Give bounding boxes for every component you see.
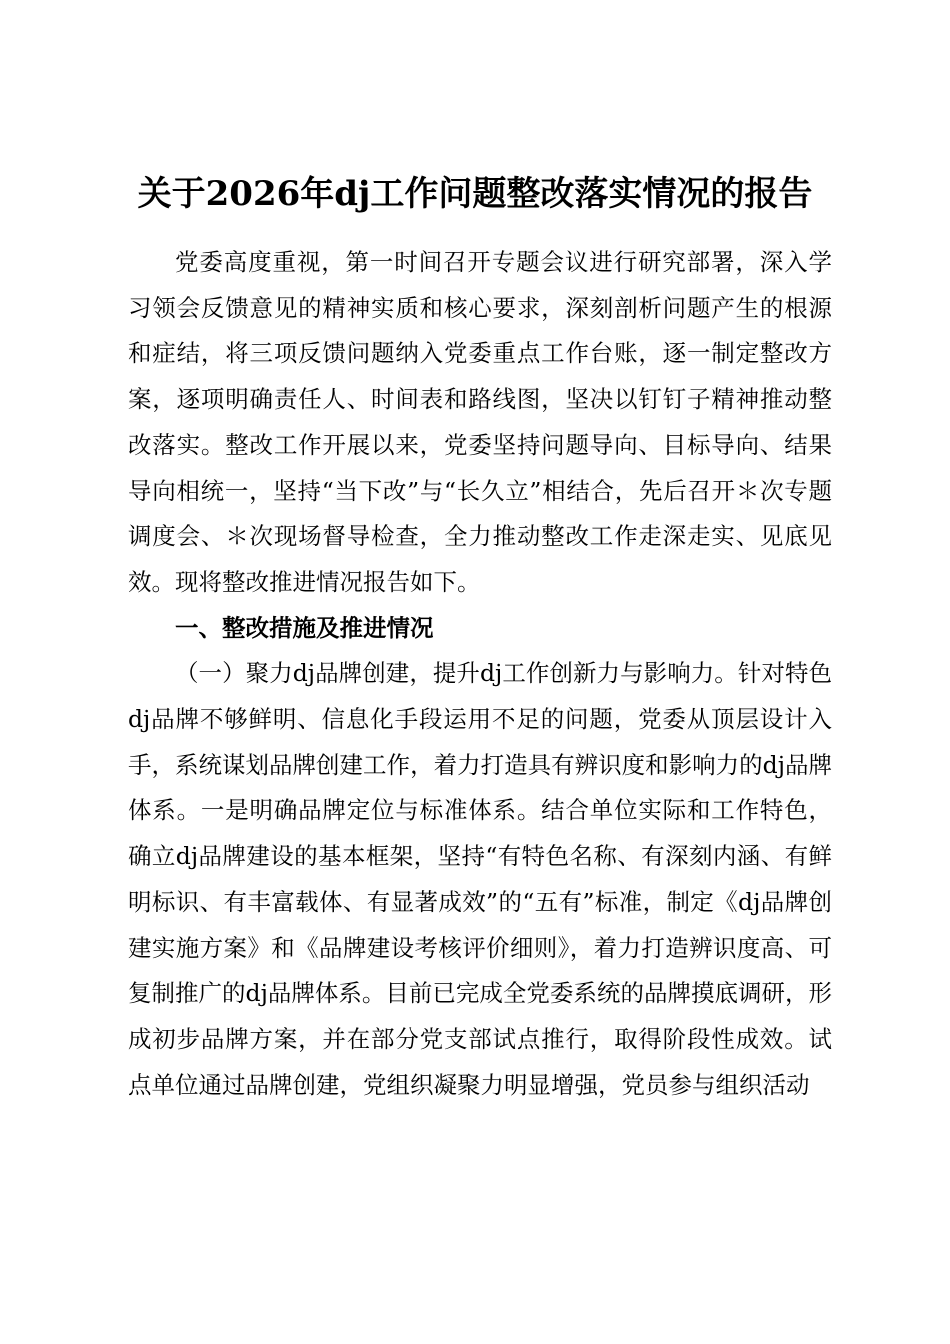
subsection-lead: （一）聚力dj品牌创建，提升dj工作创新力与影响力。	[175, 659, 738, 688]
subsection-paragraph	[128, 651, 832, 1108]
section-heading: 一、整改措施及推进情况	[175, 613, 434, 642]
document-title: 关于2026年dj工作问题整改落实情况的报告	[137, 174, 813, 214]
subsection-body: 针对特色dj品牌不够鲜明、信息化手段运用不足的问题，党委从顶层设计入手，系统谋划品牌创建工作，着力打造具有辨识度和影响力的dj品牌体系。一是明确品牌定位与标准体系。结合单位实际和工作特色，确立dj品牌建设的基本框架，坚持“有特色名称、有深刻内涵、有鲜明标识、有丰富载体、有显著成效”的“五有”标准，制定《dj品牌创建实施方案》和《品牌建设考核评价细则》，着力打造辨识度高、可复制推广的dj品牌体系。目前已完成全党委系统的品牌摸底调研，形成初步品牌方案，并在部分党支部试点推行，取得阶段性成效。试点单位通过品牌创建，党组织凝聚力明显增强，党员参与组织活动	[128, 659, 832, 1099]
document-body	[128, 240, 832, 1108]
intro-paragraph: 党委高度重视，第一时间召开专题会议进行研究部署，深入学习领会反馈意见的精神实质和核心要求，深刻剖析问题产生的根源和症结，将三项反馈问题纳入党委重点工作台账，逐一制定整改方案，逐项明确责任人、时间表和路线图，坚决以钉钉子精神推动整改落实。整改工作开展以来，党委坚持问题导向、目标导向、结果导向相统一，坚持“当下改”与“长久立”相结合，先后召开＊次专题调度会、＊次现场督导检查，全力推动整改工作走深走实、见底见效。现将整改推进情况报告如下。	[128, 248, 832, 596]
